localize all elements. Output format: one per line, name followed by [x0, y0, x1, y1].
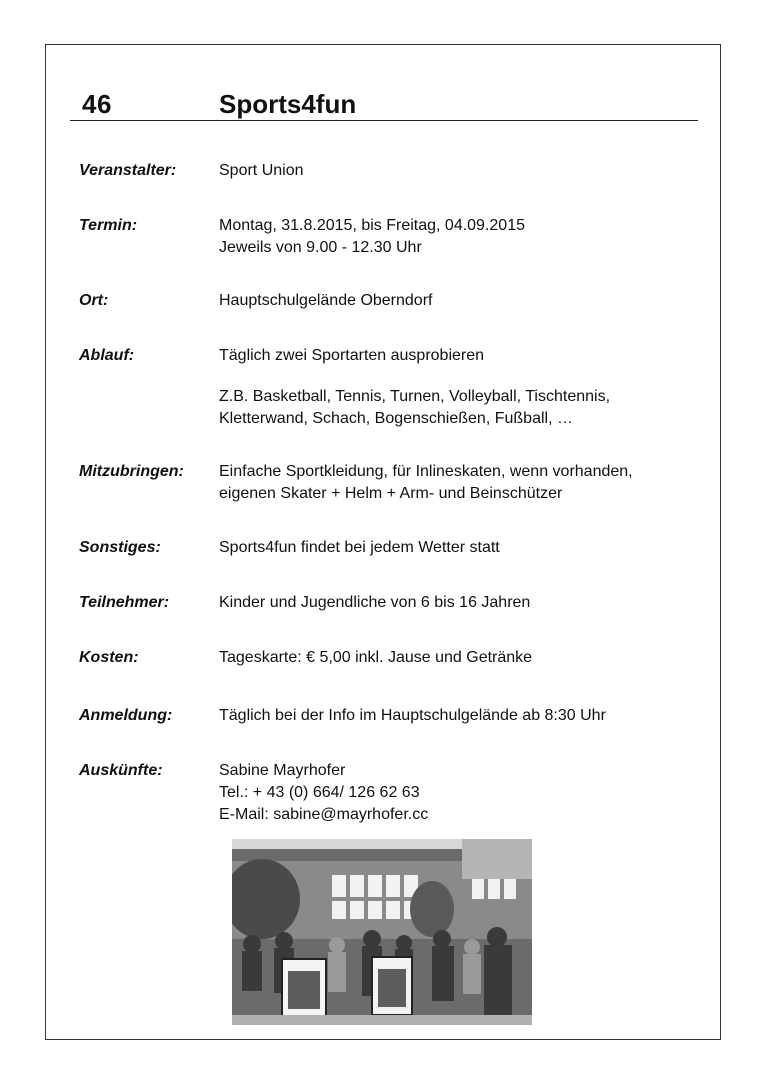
page-title: Sports4fun	[219, 89, 357, 119]
label-termin: Termin:	[79, 217, 138, 234]
value-line: Kinder und Jugendliche von 6 bis 16 Jahren	[219, 594, 531, 611]
value-line: Tel.: + 43 (0) 664/ 126 62 63	[219, 784, 420, 801]
spacer	[219, 367, 699, 386]
value-line: Täglich zwei Sportarten ausprobieren	[219, 347, 485, 364]
value-sonstiges	[219, 537, 699, 559]
value-auskuenfte	[219, 760, 699, 826]
value-line: Tageskarte: € 5,00 inkl. Jause und Getränke	[219, 649, 533, 666]
label-veranstalter: Veranstalter:	[79, 162, 177, 179]
value-line: Sports4fun findet bei jedem Wetter statt	[219, 539, 500, 556]
title-rule	[70, 120, 698, 121]
value-line: Einfache Sportkleidung, für Inlineskaten, wenn vorhanden,	[219, 463, 633, 480]
value-kosten	[219, 647, 699, 669]
page-number: 46	[82, 89, 112, 119]
value-anmeldung	[219, 705, 699, 727]
value-line: Sabine Mayrhofer	[219, 762, 346, 779]
event-photo	[232, 839, 532, 1025]
label-mitzubringen: Mitzubringen:	[79, 463, 184, 480]
value-line: Täglich bei der Info im Hauptschulgelände ab 8:30 Uhr	[219, 707, 606, 724]
value-teilnehmer	[219, 592, 699, 614]
value-ort	[219, 290, 699, 312]
label-auskuenfte: Auskünfte:	[79, 762, 163, 779]
value-line: Jeweils von 9.00 - 12.30 Uhr	[219, 239, 422, 256]
label-teilnehmer: Teilnehmer:	[79, 594, 170, 611]
value-veranstalter	[219, 160, 699, 182]
label-ort: Ort:	[79, 292, 109, 309]
event-photo-scene	[232, 839, 532, 1025]
label-ablauf: Ablauf:	[79, 347, 135, 364]
value-line: Hauptschulgelände Oberndorf	[219, 292, 433, 309]
label-anmeldung: Anmeldung:	[79, 707, 173, 724]
value-line: Z.B. Basketball, Tennis, Turnen, Volleyball, Tischtennis,	[219, 388, 611, 405]
value-line: Montag, 31.8.2015, bis Freitag, 04.09.2015	[219, 217, 525, 234]
value-mitzubringen	[219, 461, 699, 505]
value-line: Kletterwand, Schach, Bogenschießen, Fußball, …	[219, 410, 573, 427]
value-ablauf	[219, 345, 699, 430]
value-line: E-Mail: sabine@mayrhofer.cc	[219, 806, 429, 823]
value-line: Sport Union	[219, 162, 304, 179]
label-kosten: Kosten:	[79, 649, 139, 666]
label-sonstiges: Sonstiges:	[79, 539, 161, 556]
value-termin	[219, 215, 699, 259]
value-line: eigenen Skater + Helm + Arm- und Beinschützer	[219, 485, 563, 502]
